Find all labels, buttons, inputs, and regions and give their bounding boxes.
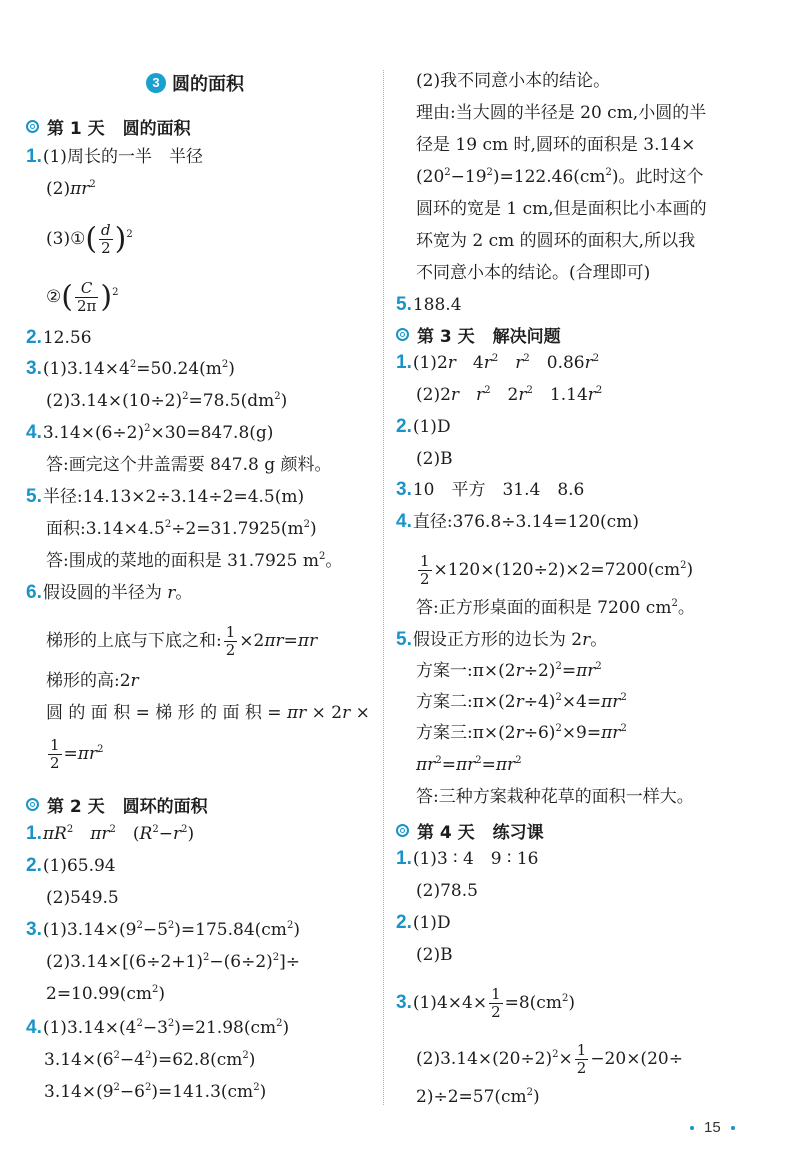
answer-line: $4.(1)3.14\times(4^2-3^2)=21.98(cm^2)$ [26,1017,290,1038]
section-title: 练习课 [492,823,544,843]
answer-line: $1.\pi R^2$ $\pi r^2$ $(R^2-r^2)$ [26,823,195,844]
unit-title [146,70,244,96]
question-number: 4. [26,1017,42,1038]
section-ring-icon [396,824,409,837]
answer-line: 圆环的宽是 1 cm,但是面积比小本画的 [416,199,707,219]
answer-line: 梯形的高:2r [46,671,139,691]
question-number: 5. [26,486,42,507]
answer-line: 5.半径:14.13×2÷3.14÷2=4.5(m) [26,486,305,507]
answer-line: $2)\div 2=57(cm^2)$ [416,1087,540,1107]
answer-line: 5.假设正方形的边长为 2r。 [396,629,608,650]
answer-line: 理由:当大圆的半径是 20 cm,小圆的半 [416,103,707,123]
answer-line: $3.(1)3.14\times 4^2=50.24(m^2)$ [26,358,235,379]
answer-line: (2)549.5 [46,888,119,908]
answer-line: 答:正方形桌面的面积是 7200 $cm^2$。 [416,598,695,618]
section-ring-icon [26,798,39,811]
question-number: 2. [26,855,42,876]
answer-line: 方案三$:\pi\times(2r\div 6)^2\times 9=\pi r^2$ [416,723,627,743]
answer-line: $(2)3.14\times(10\div 2)^2=78.5(dm^2)$ [46,391,288,411]
page-number [680,1119,745,1136]
answer-line: (3)①( $\frac{d}{2}$ )$^2$ [46,221,133,257]
answer-line: 2.(1)D [396,912,451,933]
section-day-label: 第 3 天 [417,327,475,347]
answer-line: $\frac{1}{2}$ $=\pi r^2$ [50,736,104,772]
answer-line: 答:画完这个井盖需要 847.8 g 颜料。 [46,455,332,475]
answer-line: $\frac{1}{2}$ $\times 120\times(120\div 2)\times 2=7200(cm^2)$ [420,552,694,588]
answer-line: $2=10.99(cm^2)$ [46,984,166,1004]
answer-line: 答:三种方案栽种花草的面积一样大。 [416,787,694,807]
question-number: 2. [396,912,412,933]
question-number: 4. [396,511,412,532]
answer-line: $3.14\times(6^2-4^2)=62.8(cm^2)$ [44,1050,256,1070]
answer-line: 2.(1)D [396,416,451,437]
question-number: 2. [396,416,412,437]
answer-line: 不同意小本的结论。(合理即可) [416,263,651,283]
section-day-label: 第 2 天 [47,797,105,817]
section-day3 [396,322,561,347]
answer-line: (2)B [416,945,453,965]
answer-line: 3.(1)4×4× $\frac{1}{2}$ $=8(cm^2)$ [396,985,575,1021]
answer-line: 4.直径:376.8÷3.14=120(cm) [396,511,639,532]
answer-line: 1.(1)2r $4r^2$ $r^2$ $0.86r^2$ [396,352,600,373]
question-number: 6. [26,582,42,603]
answer-line: (2)78.5 [416,881,478,901]
answer-line: $(2)\pi r^2$ [46,179,96,199]
answer-line: 3.10 平方 31.4 8.6 [396,479,585,500]
answer-line: 答:围成的菜地的面积是 31.7925 $m^2$。 [46,551,343,571]
question-number: 1. [396,848,412,869]
answer-line: (2)我不同意小本的结论。 [416,71,611,91]
question-number: 3. [26,919,42,940]
answer-line: 5.188.4 [396,294,462,315]
answer-line: 方案二$:\pi\times(2r\div 4)^2\times 4=\pi r^2$ [416,692,627,712]
question-number: 5. [396,629,412,650]
question-number: 3. [396,992,412,1013]
section-title: 圆的面积 [122,119,191,139]
answer-line: $3.(1)3.14\times(9^2-5^2)=175.84(cm^2)$ [26,919,300,940]
answer-line: 1.(1)周长的一半 半径 [26,146,203,167]
section-title: 解决问题 [492,327,561,347]
section-day-label: 第 4 天 [417,823,475,843]
question-number: 1. [26,823,42,844]
question-number: 1. [26,146,42,167]
answer-line: $4.3.14\times(6\div 2)^2\times 30=847.8(g)$ [26,422,274,443]
section-day4 [396,818,544,843]
page-number-text: 15 [704,1119,721,1136]
unit-title-text: 圆的面积 [172,74,244,95]
answer-line: 面积$:3.14\times 4.5^2\div 2=31.7925(m^2)$ [46,519,317,539]
answer-line: 梯形的上底与下底之和: $\frac{1}{2}$ ×2πr=πr [46,623,318,659]
dot-icon [690,1126,694,1130]
question-number: 3. [396,479,412,500]
answer-line: 2.(1)65.94 [26,855,116,876]
question-number: 2. [26,327,42,348]
question-number: 1. [396,352,412,373]
section-day-label: 第 1 天 [47,119,105,139]
answer-line: $3.14\times(9^2-6^2)=141.3(cm^2)$ [44,1082,267,1102]
answer-line: 1.(1)3 ∶ 4 9 ∶ 16 [396,848,539,869]
unit-number-badge: 3 [146,73,166,93]
dot-icon [731,1126,735,1130]
answer-line: (2)B [416,449,453,469]
answer-line: $(2)3.14\times(20\div 2)^2\times$ $\frac{1}{2}$ −20×(20÷ [416,1041,683,1077]
answer-line: ②( $\frac{C}{2\pi}$ )$^2$ [46,279,119,315]
answer-line: 圆 的 面 积 = 梯 形 的 面 积 = πr × 2r × [46,703,370,723]
answer-line: 环宽为 2 cm 的圆环的面积大,所以我 [416,231,696,251]
column-divider [383,70,384,1105]
answer-line: 6.假设圆的半径为 r。 [26,582,193,603]
section-day2 [26,792,208,817]
answer-line: 径是 19 cm 时,圆环的面积是 3.14× [416,135,696,155]
section-title: 圆环的面积 [122,797,208,817]
answer-line: $\pi r^2=\pi r^2=\pi r^2$ [416,755,522,775]
question-number: 4. [26,422,42,443]
question-number: 5. [396,294,412,315]
section-ring-icon [396,328,409,341]
answer-line: 方案一$:\pi\times(2r\div 2)^2=\pi r^2$ [416,661,602,681]
answer-line: $(20^2-19^2)=122.46(cm^2)$。此时这个 [416,167,704,187]
answer-line: $(2)3.14\times[(6\div 2+1)^2-(6\div 2)^2]\div$ [46,952,301,972]
section-ring-icon [26,120,39,133]
answer-line: (2)2r $r^2$ $2r^2$ $1.14r^2$ [416,385,603,405]
question-number: 3. [26,358,42,379]
section-day1 [26,114,191,139]
answer-line: 2.12.56 [26,327,92,348]
